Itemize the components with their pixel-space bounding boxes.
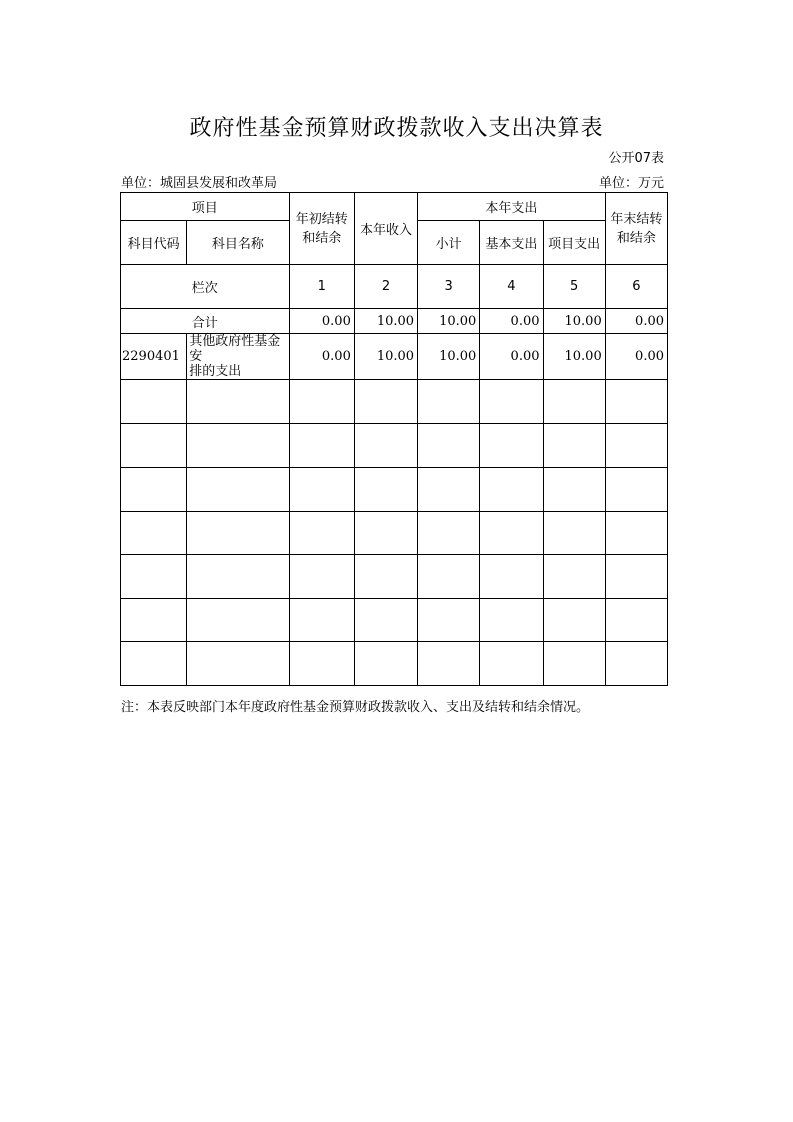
empty-row (121, 642, 668, 686)
header-subtotal: 小计 (418, 221, 480, 265)
total-value: 10.00 (418, 309, 480, 334)
header-begin-balance-line1: 年初结转 (295, 211, 348, 227)
row-value: 0.00 (480, 334, 543, 380)
header-code: 科目代码 (121, 221, 187, 265)
row-value: 10.00 (354, 334, 417, 380)
column-index: 4 (480, 265, 543, 309)
header-item: 项目 (121, 193, 290, 221)
row-code: 2290401 (121, 334, 187, 380)
total-value: 0.00 (480, 309, 543, 334)
total-value: 0.00 (289, 309, 354, 334)
row-value: 10.00 (543, 334, 605, 380)
empty-row (121, 424, 668, 468)
empty-row (121, 512, 668, 555)
header-end-balance-line1: 年末结转 (610, 211, 663, 227)
page-title: 政府性基金预算财政拨款收入支出决算表 (189, 116, 604, 141)
table-row (121, 334, 668, 380)
row-value: 10.00 (418, 334, 480, 380)
header-begin-balance-line2: 和结余 (302, 230, 342, 246)
column-index: 2 (354, 265, 417, 309)
empty-row (121, 599, 668, 642)
header-expense: 本年支出 (418, 193, 606, 221)
column-index: 1 (289, 265, 354, 309)
row-value: 0.00 (605, 334, 667, 380)
row-name-line1: 其他政府性基金安 (189, 334, 281, 364)
total-value: 0.00 (605, 309, 667, 334)
empty-row (121, 555, 668, 599)
unit-currency: 单位：万元 (598, 176, 664, 191)
row-name-line2: 排的支出 (189, 364, 242, 379)
row-name (187, 334, 289, 380)
header-end-balance (605, 193, 667, 265)
column-index-label: 栏次 (121, 265, 290, 309)
column-index: 3 (418, 265, 480, 309)
header-basic: 基本支出 (480, 221, 543, 265)
header-income: 本年收入 (354, 193, 417, 265)
header-end-balance-line2: 和结余 (616, 230, 656, 246)
empty-row (121, 468, 668, 512)
header-project: 项目支出 (543, 221, 605, 265)
column-index: 5 (543, 265, 605, 309)
header-begin-balance (289, 193, 354, 265)
unit-organization: 单位：城固县发展和改革局 (121, 176, 278, 191)
total-value: 10.00 (354, 309, 417, 334)
row-value: 0.00 (289, 334, 354, 380)
column-index: 6 (605, 265, 667, 309)
form-number: 公开07表 (608, 151, 664, 166)
header-name: 科目名称 (187, 221, 289, 265)
total-label: 合计 (121, 309, 290, 334)
empty-row (121, 380, 668, 424)
budget-table (120, 192, 668, 686)
total-value: 10.00 (543, 309, 605, 334)
footnote: 注：本表反映部门本年度政府性基金预算财政拨款收入、支出及结转和结余情况。 (121, 700, 590, 715)
